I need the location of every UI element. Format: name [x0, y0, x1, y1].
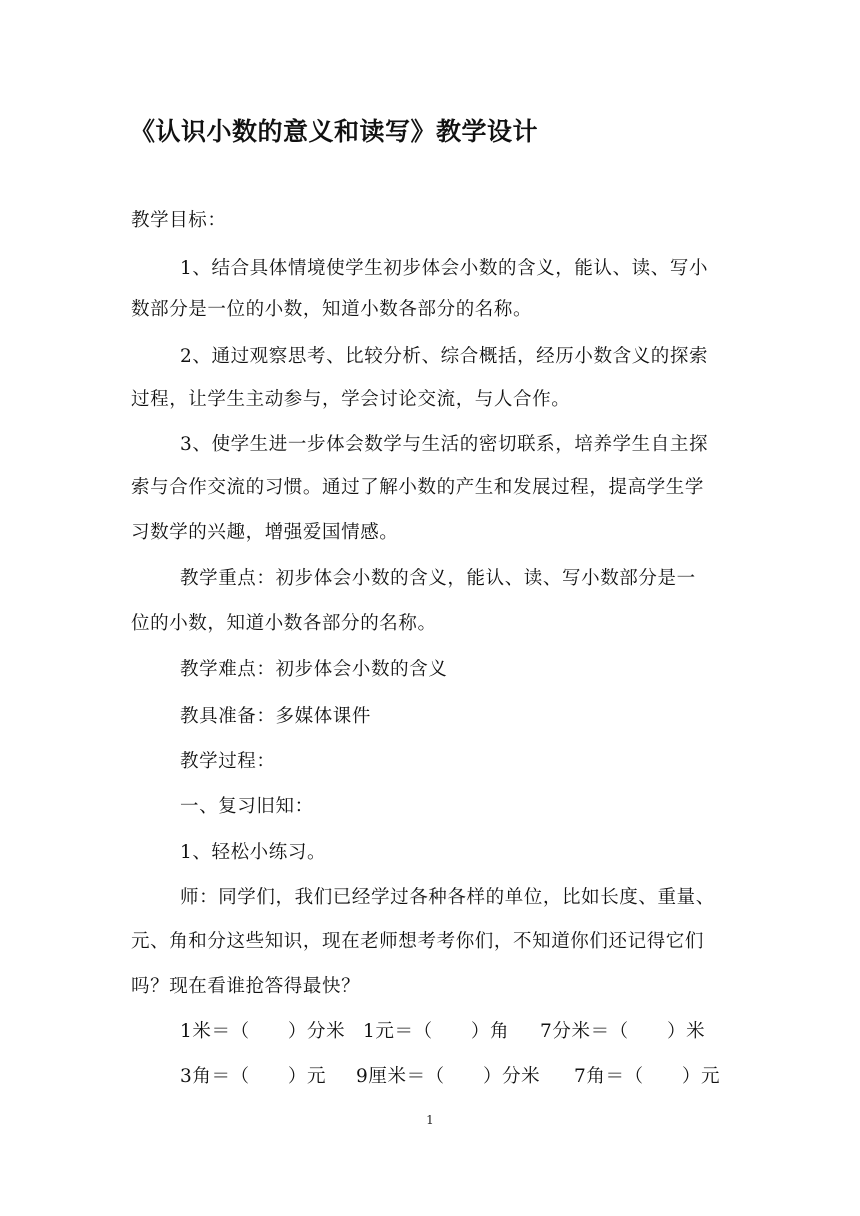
exercise-item: 3角＝（ ）元	[180, 1066, 327, 1087]
process-heading: 教学过程：	[180, 751, 276, 772]
document-title: 《认识小数的意义和读写》教学设计	[130, 117, 539, 146]
section-objectives: 教学目标：	[131, 210, 227, 231]
key-point-line-2: 位的小数，知道小数各部分的名称。	[131, 613, 437, 634]
page-number: 1	[426, 1113, 434, 1127]
teacher-speech-line-2: 元、角和分这些知识，现在老师想考考你们，不知道你们还记得它们	[131, 931, 705, 952]
objective-3-line-1: 3、使学生进一步体会数学与生活的密切联系，培养学生自主探	[180, 434, 709, 455]
objective-2-line-2: 过程，让学生主动参与，学会讨论交流，与人合作。	[131, 389, 571, 410]
part-1-heading: 一、复习旧知：	[180, 796, 314, 817]
objective-2-line-1: 2、通过观察思考、比较分析、综合概括，经历小数含义的探索	[180, 346, 709, 367]
exercise-item: 1元＝（ ）角	[363, 1021, 510, 1042]
objective-3-line-3: 习数学的兴趣，增强爱国情感。	[131, 522, 399, 543]
difficulty: 教学难点：初步体会小数的含义	[180, 659, 448, 680]
objective-3-line-2: 索与合作交流的习惯。通过了解小数的产生和发展过程，提高学生学	[131, 477, 705, 498]
teacher-speech-line-3: 吗？现在看谁抢答得最快？	[131, 976, 361, 997]
exercise-item: 7角＝（ ）元	[574, 1066, 721, 1087]
step-1-heading: 1、轻松小练习。	[180, 842, 327, 863]
objective-1-line-1: 1、结合具体情境使学生初步体会小数的含义，能认、读、写小	[180, 258, 709, 279]
exercise-item: 7分米＝（ ）米	[540, 1021, 706, 1042]
objective-1-line-2: 数部分是一位的小数，知道小数各部分的名称。	[131, 299, 533, 320]
exercise-item: 9厘米＝（ ）分米	[356, 1066, 541, 1087]
materials: 教具准备：多媒体课件	[180, 706, 372, 727]
key-point-line-1: 教学重点：初步体会小数的含义，能认、读、写小数部分是一	[180, 568, 696, 589]
exercise-item: 1米＝（ ）分米	[180, 1021, 346, 1042]
teacher-speech-line-1: 师：同学们，我们已经学过各种各样的单位，比如长度、重量、	[180, 887, 715, 908]
